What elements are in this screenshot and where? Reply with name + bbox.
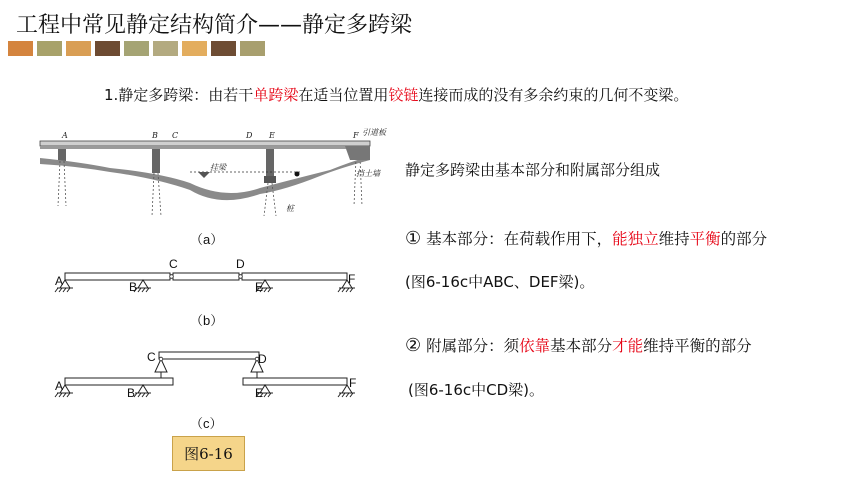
color-swatch-6 [153,41,178,56]
basic-part-suffix: 的部分 [720,230,768,248]
attached-part-text [405,334,752,356]
pile-label: 桩 [286,204,294,213]
retaining-wall-label: 挡土墙 [356,169,380,178]
definition-suffix: 连接而成的没有多余约束的几何不变梁。 [418,86,689,104]
basic-part-text [405,227,767,249]
caption-c: （c） [190,416,223,431]
beam-c-label-b: B [127,386,136,400]
beam-b-label-f: F [348,272,356,286]
basic-part-reference: (图6-16c中ABC、DEF梁)。 [405,273,595,291]
color-swatch-2 [37,41,62,56]
beam-diagram-b [55,255,365,305]
beam-diagram-c [55,342,365,412]
definition-highlight-hinge: 铰链 [388,86,419,104]
attached-part-suffix: 维持平衡的部分 [643,337,752,355]
beam-c-label-f: F [349,376,357,390]
color-swatch-8 [211,41,236,56]
color-swatch-1 [8,41,33,56]
beam-b-label-d: D [236,257,245,271]
bridge-illustration [40,128,385,228]
color-swatch-5 [124,41,149,56]
definition-text [104,84,688,105]
bridge-label-d: D [246,131,253,140]
attached-part-prefix: 附属部分：须 [426,337,520,355]
figure-label: 图6-16 [172,436,245,471]
bridge-label-e: E [269,131,275,140]
color-swatch-9 [240,41,265,56]
beam-b-label-c: C [169,257,178,271]
basic-part-number: ① [405,228,422,249]
bridge-label-a: A [62,131,68,140]
bridge-label-f: F [353,131,359,140]
definition-middle: 在适当位置用 [298,86,389,104]
color-swatch-4 [95,41,120,56]
definition-prefix: 1.静定多跨梁：由若干 [104,86,254,104]
beam-c-label-e: E [255,386,264,400]
bridge-label-b: B [152,131,158,140]
attached-part-highlight-able: 才能 [612,337,644,355]
attached-part-highlight-rely: 依靠 [519,337,551,355]
color-swatch-7 [182,41,207,56]
basic-part-highlight-independent: 能独立 [612,230,659,248]
basic-part-prefix: 基本部分：在荷载作用下， [426,230,613,248]
beam-b-label-a: A [55,274,64,288]
attached-part-middle: 基本部分 [550,337,613,355]
color-swatch-3 [66,41,91,56]
color-swatch-bar [8,41,265,56]
summary-text: 静定多跨梁由基本部分和附属部分组成 [405,161,661,179]
definition-highlight-beam: 单跨梁 [253,86,299,104]
beam-b-label-e: E [255,280,264,294]
beam-c-label-d: D [258,352,267,366]
page-title: 工程中常见静定结构简介——静定多跨梁 [16,13,413,38]
beam-c-label-a: A [55,379,64,393]
beam-c-label-c: C [147,350,156,364]
caption-a: （a） [190,232,224,247]
beam-b-label-b: B [129,280,138,294]
hanging-beam-label: 挂梁 [210,163,226,172]
attached-part-number: ② [405,335,422,356]
basic-part-middle: 维持 [658,230,690,248]
caption-b: （b） [190,313,224,328]
approach-slab-label: 引道板 [362,128,386,137]
attached-part-reference: (图6-16c中CD梁)。 [408,381,545,399]
basic-part-highlight-balance: 平衡 [689,230,721,248]
bridge-label-c: C [172,131,179,140]
